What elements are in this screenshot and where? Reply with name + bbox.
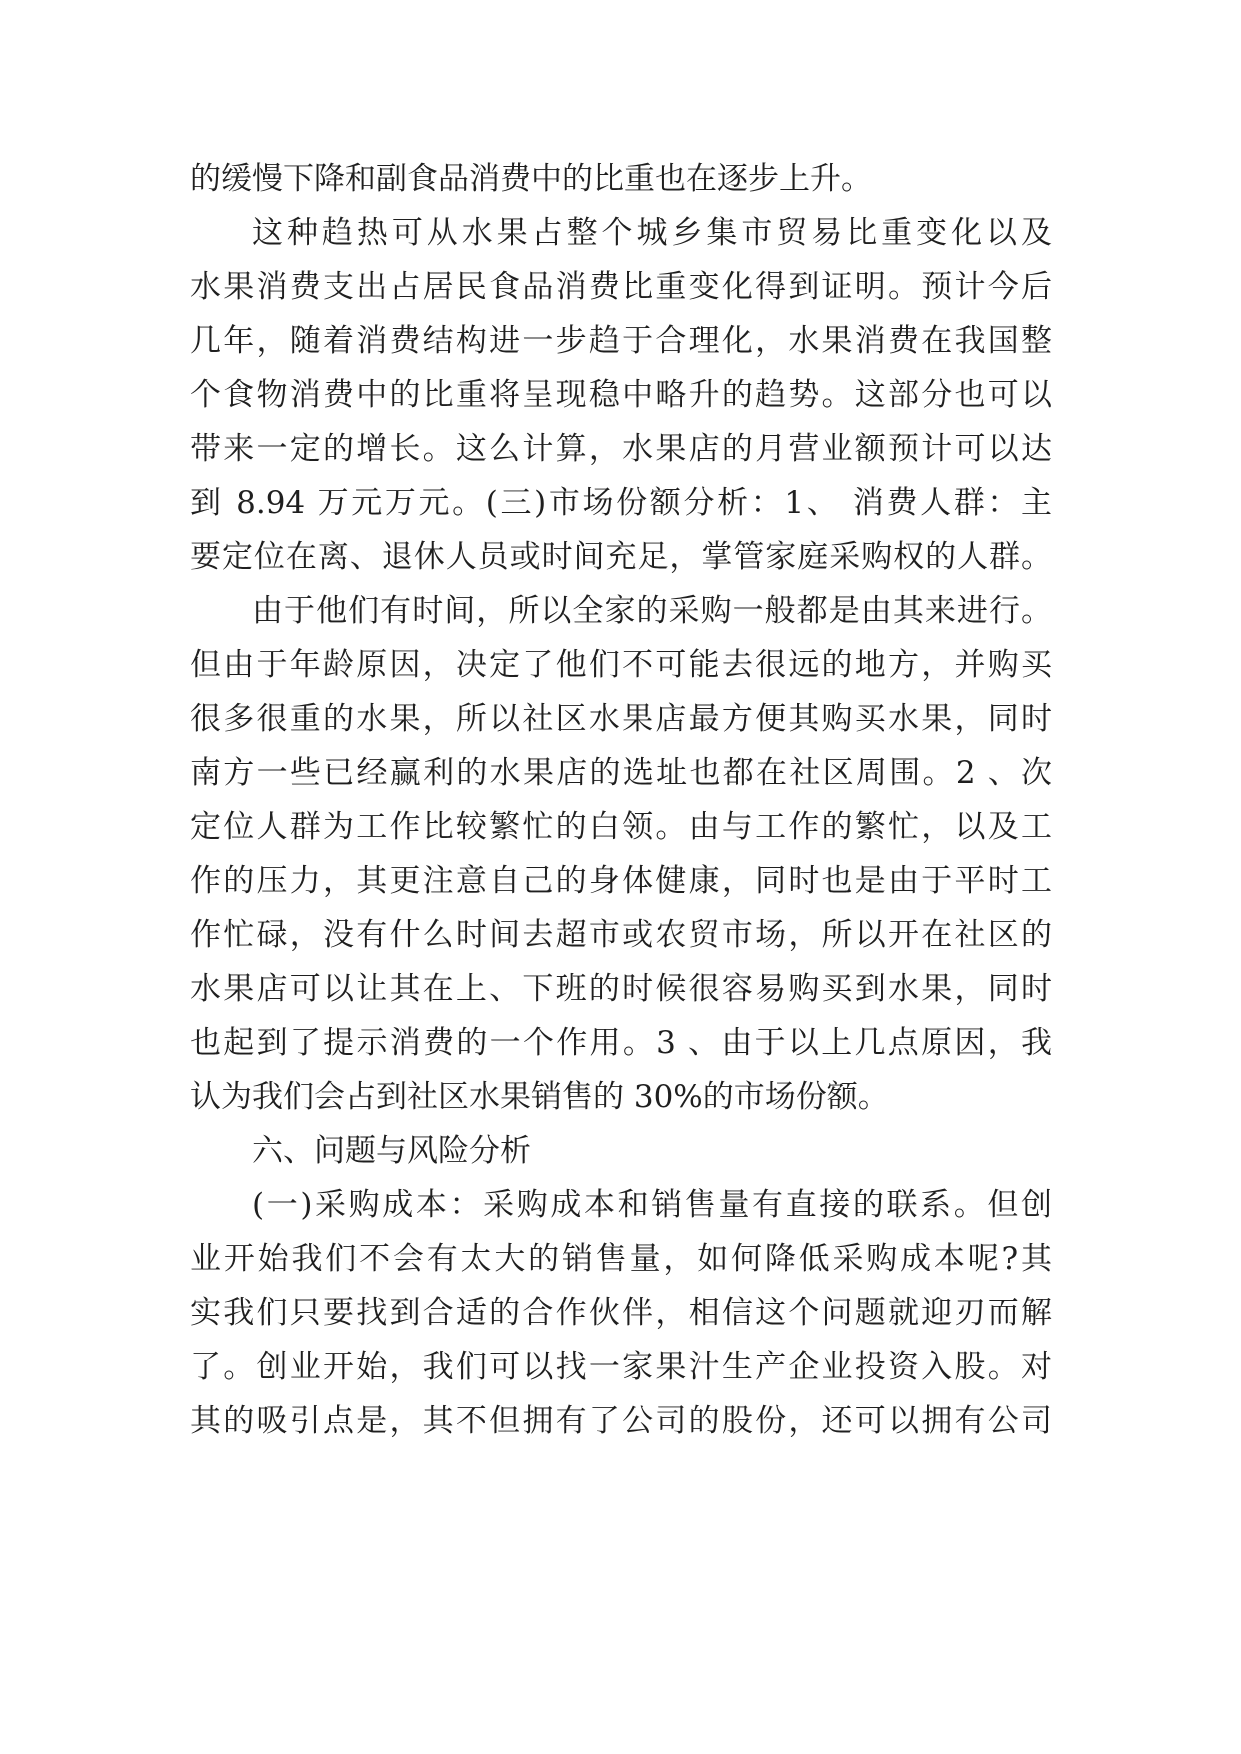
- text-line: 带来一定的增长。这么计算，水果店的月营业额预计可以达: [190, 431, 1052, 467]
- text-line: 水果消费支出占居民食品消费比重变化得到证明。预计今后: [190, 269, 1052, 305]
- text-line: 很多很重的水果，所以社区水果店最方便其购买水果，同时: [190, 701, 1052, 737]
- text-line: 作的压力，其更注意自己的身体健康，同时也是由于平时工: [190, 863, 1052, 899]
- text-line: 到 8.94 万元万元。(三)市场份额分析：1、 消费人群：主: [190, 485, 1052, 521]
- text-line: 定位人群为工作比较繁忙的白领。由与工作的繁忙，以及工: [190, 809, 1052, 845]
- paragraph-first-line: 这种趋热可从水果占整个城乡集市贸易比重变化以及: [252, 215, 1052, 251]
- text-line: 业开始我们不会有太大的销售量，如何降低采购成本呢?其: [190, 1241, 1052, 1277]
- text-line: 个食物消费中的比重将呈现稳中略升的趋势。这部分也可以: [190, 377, 1052, 413]
- section-heading: 六、问题与风险分析: [252, 1133, 531, 1169]
- text-line: 实我们只要找到合适的合作伙伴，相信这个问题就迎刃而解: [190, 1295, 1052, 1331]
- text-line: 也起到了提示消费的一个作用。3 、由于以上几点原因，我: [190, 1025, 1052, 1061]
- paragraph-first-line: 由于他们有时间，所以全家的采购一般都是由其来进行。: [252, 593, 1052, 629]
- text-line: 其的吸引点是，其不但拥有了公司的股份，还可以拥有公司: [190, 1403, 1052, 1439]
- text-line: 了。创业开始，我们可以找一家果汁生产企业投资入股。对: [190, 1349, 1052, 1385]
- paragraph-first-line: (一)采购成本：采购成本和销售量有直接的联系。但创: [252, 1187, 1052, 1223]
- text-line: 作忙碌，没有什么时间去超市或农贸市场，所以开在社区的: [190, 917, 1052, 953]
- body-text: [190, 152, 1052, 1448]
- text-line: 几年，随着消费结构进一步趋于合理化，水果消费在我国整: [190, 323, 1052, 359]
- text-line: 水果店可以让其在上、下班的时候很容易购买到水果，同时: [190, 971, 1052, 1007]
- text-line: 要定位在离、退休人员或时间充足，掌管家庭采购权的人群。: [190, 539, 1052, 575]
- text-line: 的缓慢下降和副食品消费中的比重也在逐步上升。: [190, 161, 872, 197]
- text-line: 认为我们会占到社区水果销售的 30%的市场份额。: [190, 1079, 889, 1115]
- text-line: 南方一些已经赢利的水果店的选址也都在社区周围。2 、次: [190, 755, 1052, 791]
- text-line: 但由于年龄原因，决定了他们不可能去很远的地方，并购买: [190, 647, 1052, 683]
